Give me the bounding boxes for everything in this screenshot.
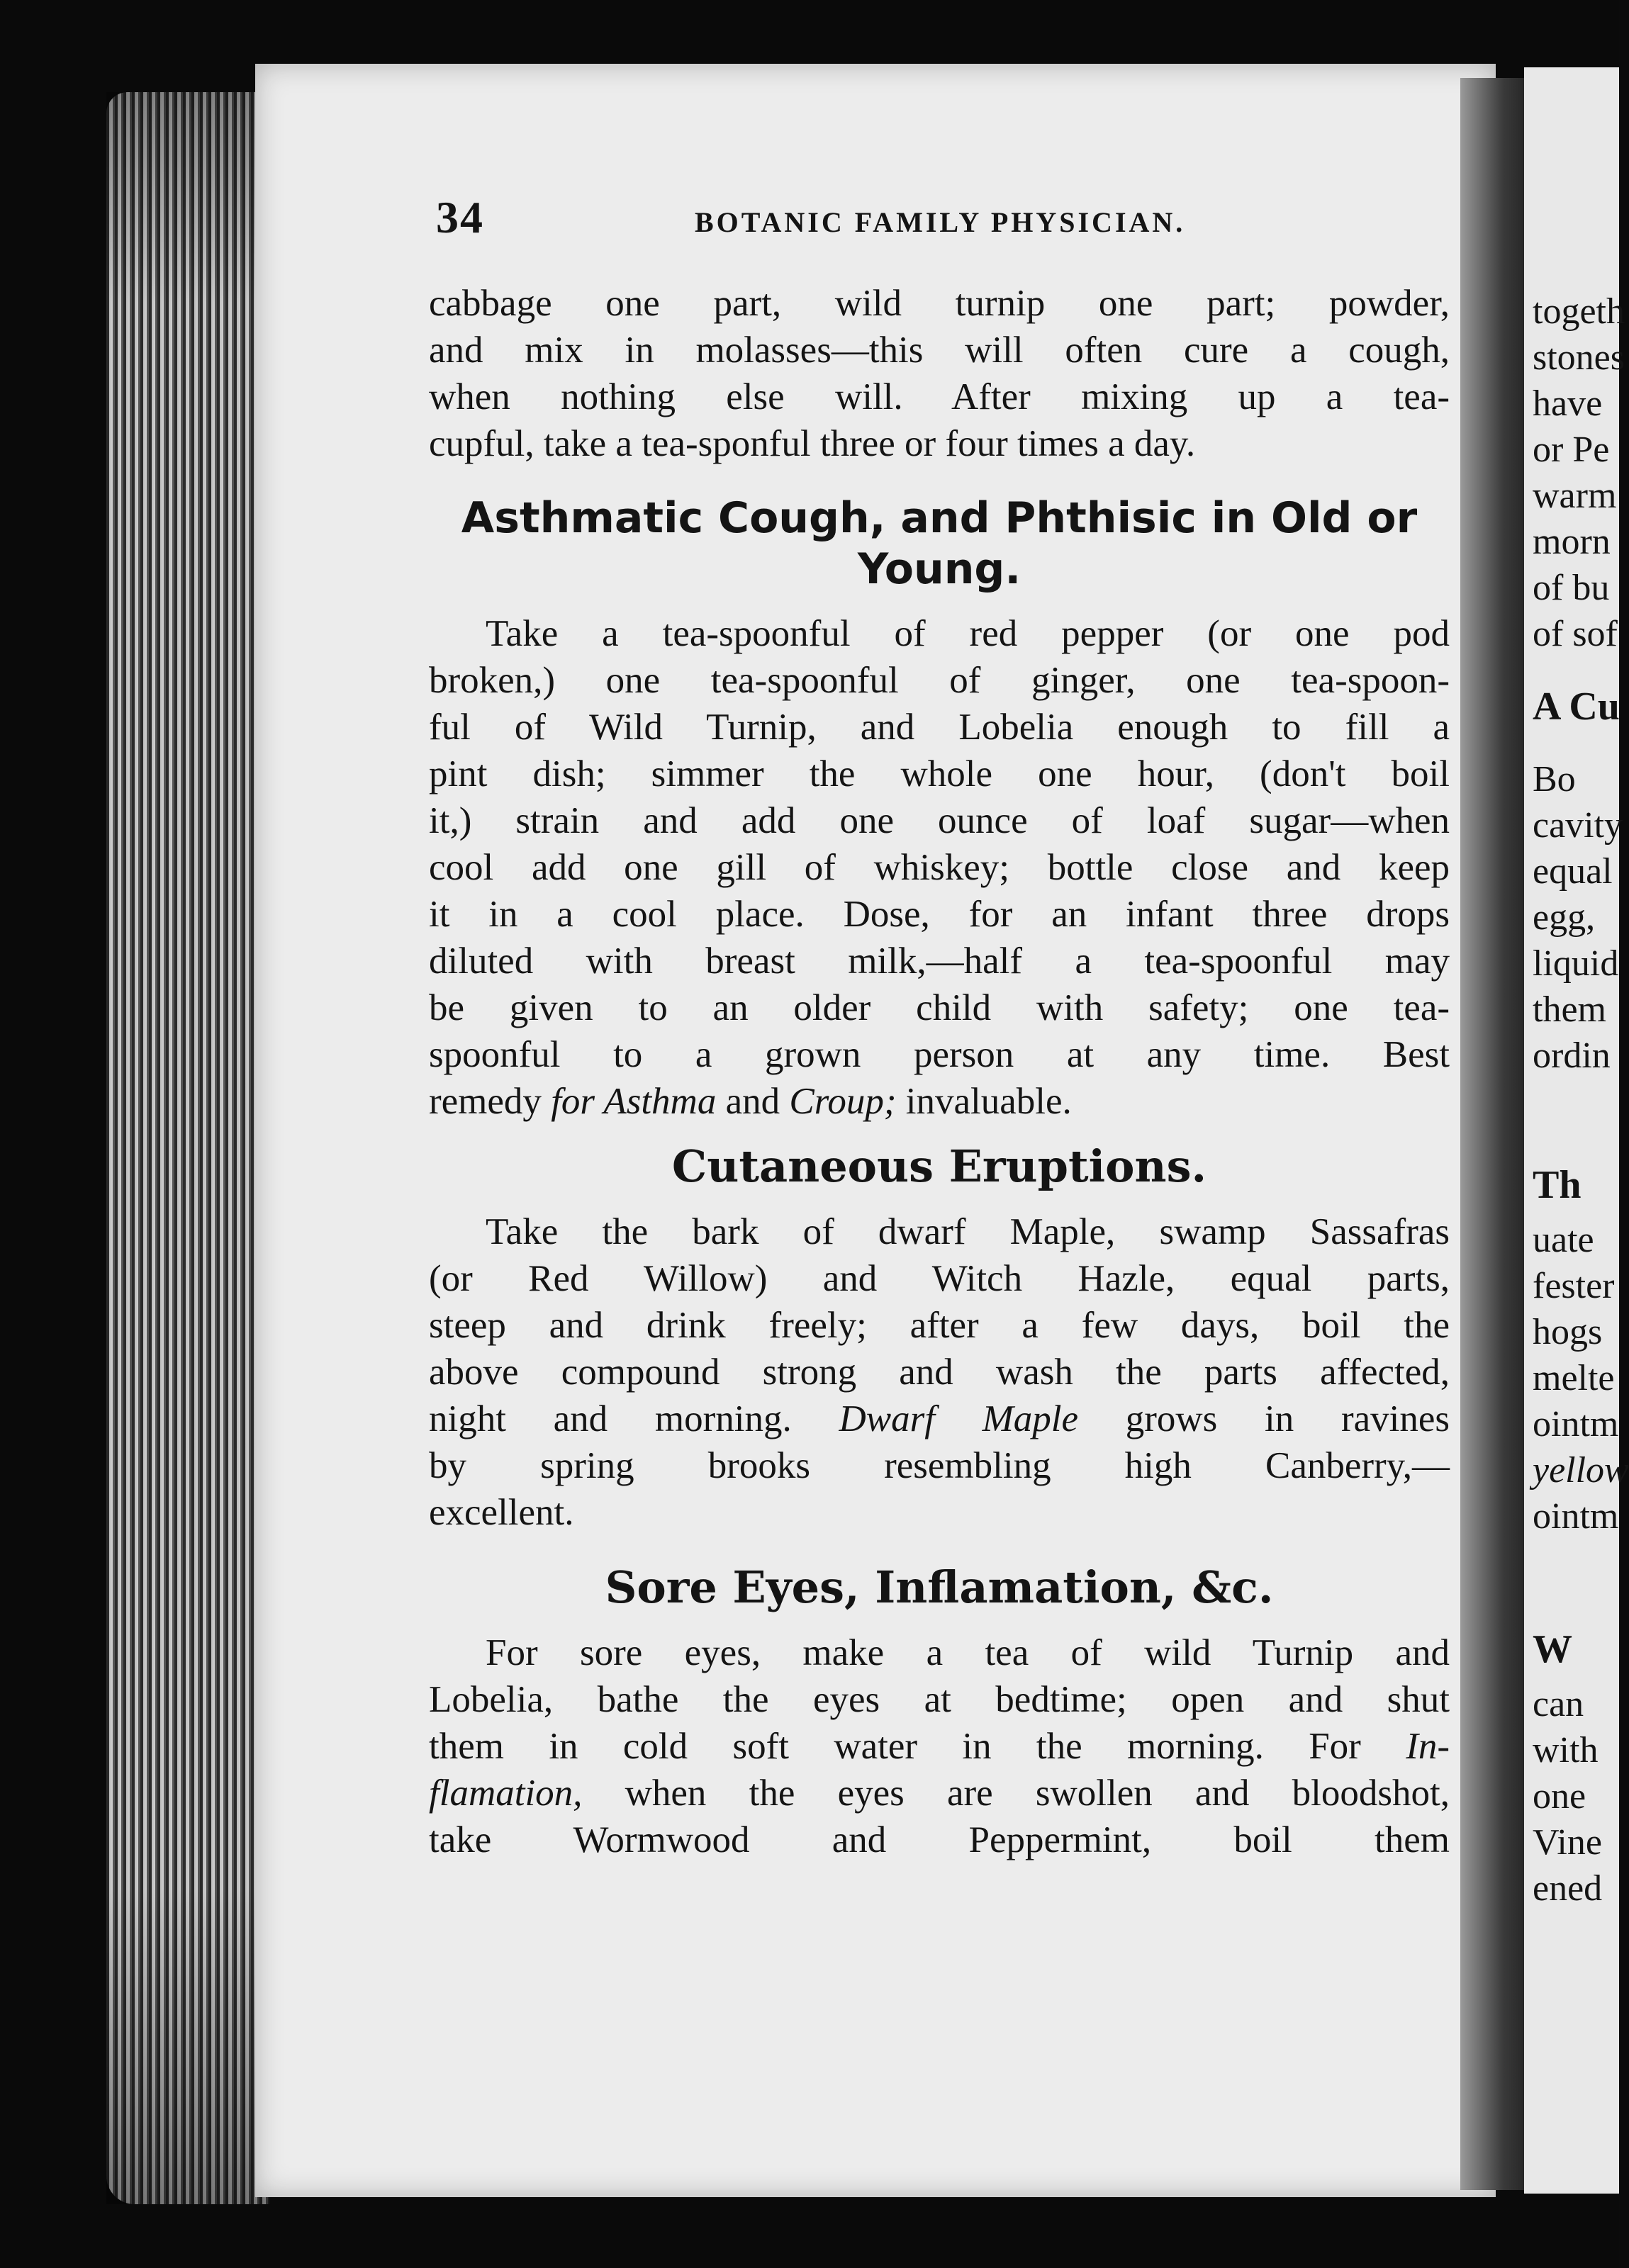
page-number: 34 (436, 192, 484, 242)
text-line: flamation, when the eyes are swollen and bloodshot, (429, 1773, 1450, 1814)
right-fragment: cavity (1533, 805, 1623, 846)
text-line: take Wormwood and Peppermint, boil them (429, 1819, 1450, 1860)
text-line: pint dish; simmer the whole one hour, (don't boil (429, 753, 1450, 795)
right-fragment: of bu (1533, 568, 1610, 608)
text-line: night and morning. Dwarf Maple grows in ravines (429, 1398, 1450, 1439)
page-body (429, 280, 1450, 1863)
right-heading-fragment: A Cu (1533, 685, 1620, 729)
right-fragment: uate (1533, 1220, 1594, 1260)
text-line: cool add one gill of whiskey; bottle close and keep (429, 847, 1450, 888)
right-heading-fragment: W (1533, 1627, 1572, 1671)
text-line: excellent. (429, 1492, 574, 1533)
right-fragment: fester (1533, 1266, 1615, 1306)
right-fragment: ointm (1533, 1404, 1619, 1444)
right-fragment: ointm (1533, 1496, 1619, 1537)
text-line: Lobelia, bathe the eyes at bedtime; open and shut (429, 1679, 1450, 1720)
text-line: diluted with breast milk,—half a tea-spoonful may (429, 941, 1450, 982)
right-fragment: ordin (1533, 1035, 1611, 1076)
right-fragment: yellow (1533, 1450, 1629, 1491)
right-fragment: warm (1533, 476, 1617, 516)
section-heading-asthmatic-cough: Asthmatic Cough, and Phthisic in Old or (461, 493, 1418, 543)
text-line: them in cold soft water in the morning. For In- (429, 1726, 1450, 1767)
right-fragment: egg, (1533, 897, 1596, 938)
text-line: above compound strong and wash the parts affected, (429, 1352, 1450, 1393)
section-heading-sore-eyes: Sore Eyes, Inflamation, &c. (605, 1561, 1274, 1613)
right-fragment: Bo (1533, 759, 1576, 799)
right-heading-fragment: Th (1533, 1163, 1582, 1207)
right-fragment: ened (1533, 1868, 1603, 1909)
right-fragment: can (1533, 1684, 1584, 1724)
text-line: spoonful to a grown person at any time. Best (429, 1034, 1450, 1075)
text-line: (or Red Willow) and Witch Hazle, equal parts, (429, 1258, 1450, 1299)
text-line: it in a cool place. Dose, for an infant three drops (429, 894, 1450, 935)
text-line: by spring brooks resembling high Canberry,— (429, 1445, 1450, 1486)
right-fragment: hogs (1533, 1312, 1603, 1352)
text-line: steep and drink freely; after a few days, boil the (429, 1305, 1450, 1346)
text-line: Take the bark of dwarf Maple, swamp Sassafras (486, 1211, 1450, 1252)
right-fragment: with (1533, 1730, 1599, 1770)
section-heading-cutaneous-eruptions: Cutaneous Eruptions. (671, 1140, 1207, 1192)
right-page (1524, 67, 1629, 2194)
right-fragment: them (1533, 989, 1606, 1030)
text-line: and mix in molasses—this will often cure a cough, (429, 330, 1450, 371)
text-line: cabbage one part, wild turnip one part; powder, (429, 283, 1450, 324)
right-fragment: one (1533, 1776, 1586, 1817)
right-fragment: stones (1533, 337, 1625, 378)
text-line: it,) strain and add one ounce of loaf sugar—when (429, 800, 1450, 841)
right-fragment: melte (1533, 1358, 1615, 1398)
right-fragment: togeth (1533, 291, 1625, 332)
right-fragment: or Pe (1533, 430, 1610, 470)
running-head: BOTANIC FAMILY PHYSICIAN. (695, 206, 1186, 238)
right-fragment: equal (1533, 851, 1613, 892)
text-line: cupful, take a tea-sponful three or four times a day. (429, 423, 1196, 464)
right-fragment: have (1533, 383, 1603, 424)
text-line: Take a tea-spoonful of red pepper (or one pod (486, 613, 1450, 654)
text-line: ful of Wild Turnip, and Lobelia enough to fill a (429, 707, 1450, 748)
page-header (436, 191, 1443, 248)
text-line: remedy for Asthma and Croup; invaluable. (429, 1081, 1072, 1122)
book-page-edges (106, 92, 269, 2204)
text-line: broken,) one tea-spoonful of ginger, one tea-spoon- (429, 660, 1450, 701)
right-fragment: morn (1533, 522, 1611, 562)
section-heading-asthmatic-cough-line2: Young. (857, 544, 1021, 594)
text-line: be given to an older child with safety; one tea- (429, 987, 1450, 1028)
right-fragment: of sof (1533, 614, 1618, 654)
text-line: For sore eyes, make a tea of wild Turnip and (486, 1632, 1450, 1673)
right-fragment: Vine (1533, 1822, 1602, 1863)
right-fragment: liquid (1533, 943, 1619, 984)
text-line: when nothing else will. After mixing up a tea- (429, 376, 1450, 417)
